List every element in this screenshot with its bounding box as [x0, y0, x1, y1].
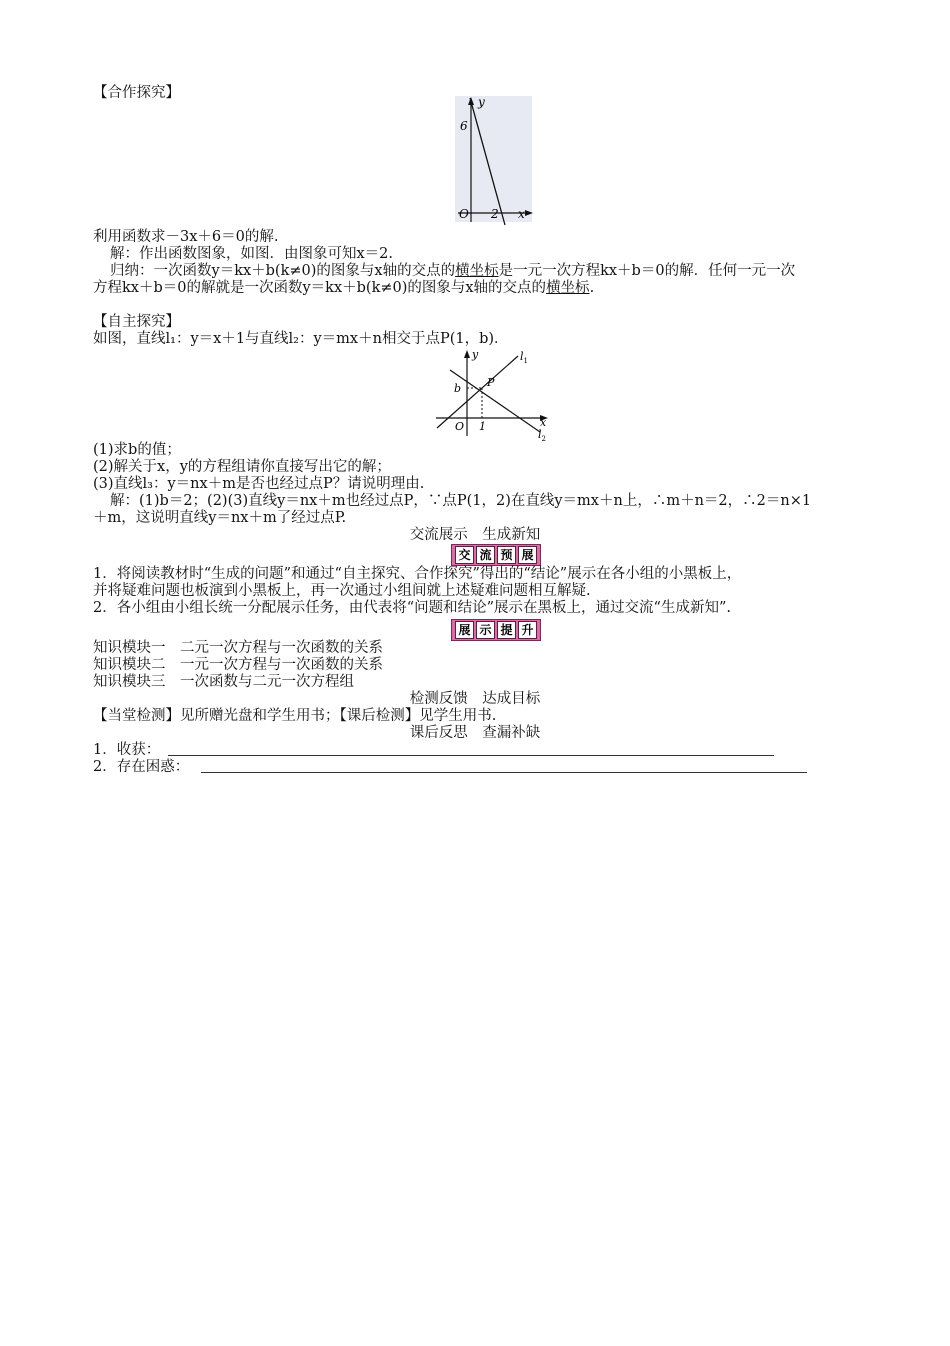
x-intercept-label: 2: [491, 207, 499, 221]
coop-problem: 利用函数求－3x＋6＝0的解.: [93, 229, 279, 245]
x-tick-label: 1: [479, 420, 486, 433]
l1-label: $l_1$: [520, 350, 528, 365]
badge-char: 流: [476, 546, 495, 564]
x-axis-label: x: [518, 207, 525, 221]
p-label: P: [487, 376, 495, 389]
y-axis-label: y: [478, 95, 485, 109]
badge-char: 预: [497, 546, 516, 564]
badge-char: 交: [455, 546, 474, 564]
exchange-section-title: 交流展示 生成新知: [409, 527, 541, 543]
coop-summary-line2: 方程kx＋b＝0的解就是一次函数y＝kx＋b(k≠0)的图象与x轴的交点的横坐标.: [93, 280, 595, 296]
origin-label: O: [459, 207, 469, 221]
self-question-1: (1)求b的值；: [93, 442, 181, 458]
confusion-answer-line[interactable]: [201, 772, 807, 773]
self-intro: 如图，直线l₁：y＝x＋1与直线l₂：y＝mx＋n相交于点P(1，b)．: [93, 331, 509, 347]
coop-heading: 【合作探究】: [93, 85, 180, 101]
check-section-title: 检测反馈 达成目标: [409, 691, 541, 707]
self-answer-line1: 解：(1)b＝2；(2)(3)直线y＝nx＋m也经过点P，∵点P(1，2)在直线y＝mx＋n上，∴m＋n＝2，∴2＝n×1: [110, 493, 812, 509]
origin-label: O: [455, 420, 465, 433]
self-answer-line2: ＋m，这说明直线y＝nx＋m了经过点P.: [93, 510, 347, 526]
exchange-item2: 2．各小组由小组长统一分配展示任务，由代表将“问题和结论”展示在黑板上，通过交流“生成新知”.: [93, 600, 731, 616]
exchange-item1-line1: 1．将阅读教材时“生成的问题”和通过“自主探究、合作探究”得出的“结论”展示在各小组的小黑板上，: [93, 566, 742, 582]
coop-summary-line1: 归纳：一次函数y＝kx＋b(k≠0)的图象与x轴的交点的横坐标是一元一次方程kx＋b＝0的解．任何一元一次: [110, 263, 796, 279]
exchange-item1-line2: 并将疑难问题也板演到小黑板上，再一次通过小组间就上述疑难问题相互解疑.: [93, 583, 591, 599]
knowledge-module-1: 知识模块一 二元一次方程与一次函数的关系: [93, 640, 383, 656]
graph-linear-function-1: [450, 94, 535, 226]
y-axis-arrow: [464, 350, 470, 358]
self-heading: 【自主探究】: [93, 314, 180, 330]
l2-label: $l_2$: [538, 428, 546, 443]
badge-char: 升: [518, 621, 537, 639]
gain-answer-line[interactable]: [168, 755, 774, 756]
badge-show-improve: [451, 619, 541, 641]
coop-solution: 解：作出函数图象，如图．由图象可知x＝2.: [110, 246, 394, 262]
badge-char: 展: [518, 546, 537, 564]
self-question-2: (2)解关于x，y的方程组请你直接写出它的解；: [93, 459, 391, 475]
knowledge-module-2: 知识模块二 一元一次方程与一次函数的关系: [93, 657, 383, 673]
check-text: 【当堂检测】见所赠光盘和学生用书；【课后检测】见学生用书.: [93, 708, 497, 724]
badge-char: 展: [455, 621, 474, 639]
reflect-section-title: 课后反思 查漏补缺: [409, 725, 541, 741]
badge-char: 提: [497, 621, 516, 639]
badge-char: 示: [476, 621, 495, 639]
y-intercept-label: 6: [460, 119, 468, 133]
badge-exchange-preview: [451, 544, 541, 566]
y-axis-label: y: [472, 348, 479, 361]
reflect-confusion-label: 2．存在困惑：: [93, 759, 190, 775]
self-question-3: (3)直线l₃：y＝nx＋m是否也经过点P？请说明理由.: [93, 476, 425, 492]
knowledge-module-3: 知识模块三 一次函数与二元一次方程组: [93, 674, 354, 690]
graph-two-lines: [432, 346, 554, 446]
x-axis-label: x: [540, 416, 547, 429]
reflect-gain-label: 1．收获：: [93, 742, 161, 758]
b-label: b: [454, 382, 462, 395]
line-l1: [437, 356, 518, 428]
